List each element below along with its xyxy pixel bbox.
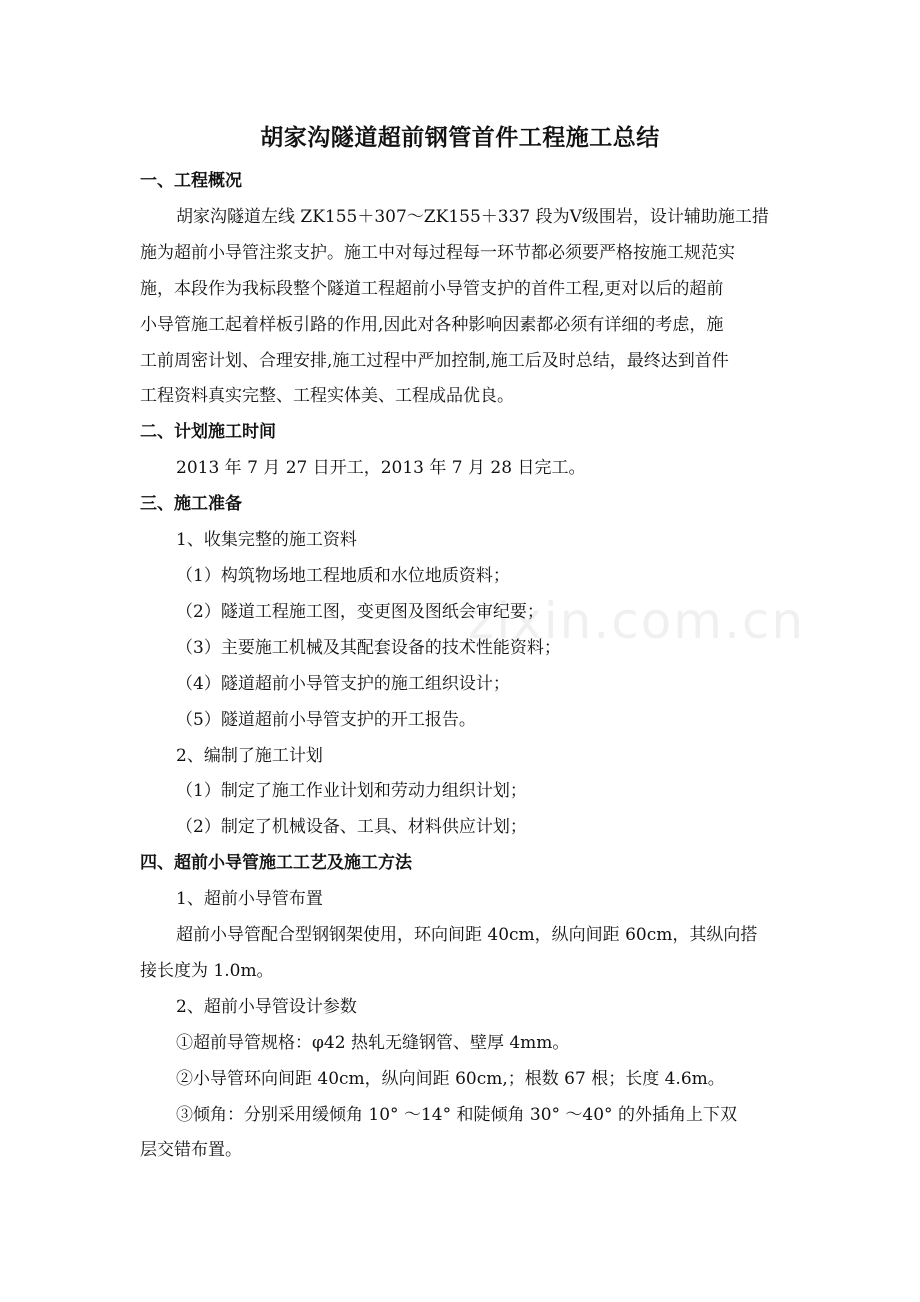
section-heading: 四、超前小导管施工工艺及施工方法 — [140, 853, 412, 874]
watermark: zixin.com.cn — [468, 592, 806, 650]
paragraph-line: （1）构筑物场地工程地质和水位地质资料； — [176, 565, 510, 586]
paragraph-line: ①超前导管规格：φ42 热轧无缝钢管、壁厚 4mm。 — [176, 1032, 570, 1053]
paragraph-line: 1、收集完整的施工资料 — [176, 530, 357, 551]
section-heading: 二、计划施工时间 — [140, 422, 276, 443]
paragraph-line: 超前小导管配合型钢钢架使用，环向间距 40cm，纵向间距 60cm，其纵向搭 — [176, 925, 758, 946]
document-body — [140, 164, 782, 1169]
paragraph-line: 层交错布置。 — [140, 1140, 242, 1161]
section-heading: 三、施工准备 — [140, 494, 242, 515]
paragraph-line: 施，本段作为我标段整个隧道工程超前小导管支护的首件工程,更对以后的超前 — [140, 278, 724, 299]
paragraph-line: （3）主要施工机械及其配套设备的技术性能资料； — [176, 637, 561, 658]
paragraph-line: ②小导管环向间距 40cm，纵向间距 60cm,；根数 67 根；长度 4.6m。 — [176, 1068, 725, 1089]
paragraph-line: 小导管施工起着样板引路的作用,因此对各种影响因素都必须有详细的考虑，施 — [140, 314, 724, 335]
section-heading: 一、工程概况 — [140, 171, 242, 191]
paragraph-line: （5）隧道超前小导管支护的开工报告。 — [176, 709, 476, 730]
paragraph-line: ③倾角：分别采用缓倾角 10° ～14° 和陡倾角 30° ～40° 的外插角上下双 — [176, 1104, 737, 1125]
paragraph-line: 2013 年 7 月 27 日开工，2013 年 7 月 28 日完工。 — [176, 458, 586, 479]
paragraph-line: 2、超前小导管设计参数 — [176, 996, 357, 1017]
paragraph-line: （4）隧道超前小导管支护的施工组织设计； — [176, 673, 510, 694]
paragraph-line: 工前周密计划、合理安排,施工过程中严加控制,施工后及时总结，最终达到首件 — [140, 350, 729, 371]
paragraph-line: （2）隧道工程施工图，变更图及图纸会审纪要； — [176, 601, 544, 622]
paragraph-line: （2）制定了机械设备、工具、材料供应计划； — [176, 817, 527, 838]
paragraph-line: 1、超前小导管布置 — [176, 889, 323, 910]
paragraph-line: 工程资料真实完整、工程实体美、工程成品优良。 — [140, 386, 514, 407]
paragraph-line: 2、编制了施工计划 — [176, 745, 323, 766]
paragraph-line: 胡家沟隧道左线 ZK155＋307～ZK155＋337 段为Ⅴ级围岩，设计辅助施工措 — [176, 206, 769, 227]
paragraph-line: （1）制定了施工作业计划和劳动力组织计划； — [176, 781, 527, 802]
document-title: 胡家沟隧道超前钢管首件工程施工总结 — [260, 125, 660, 151]
paragraph-line: 施为超前小导管注浆支护。施工中对每过程每一环节都必须要严格按施工规范实 — [140, 242, 735, 263]
paragraph-line: 接长度为 1.0m。 — [140, 960, 274, 981]
